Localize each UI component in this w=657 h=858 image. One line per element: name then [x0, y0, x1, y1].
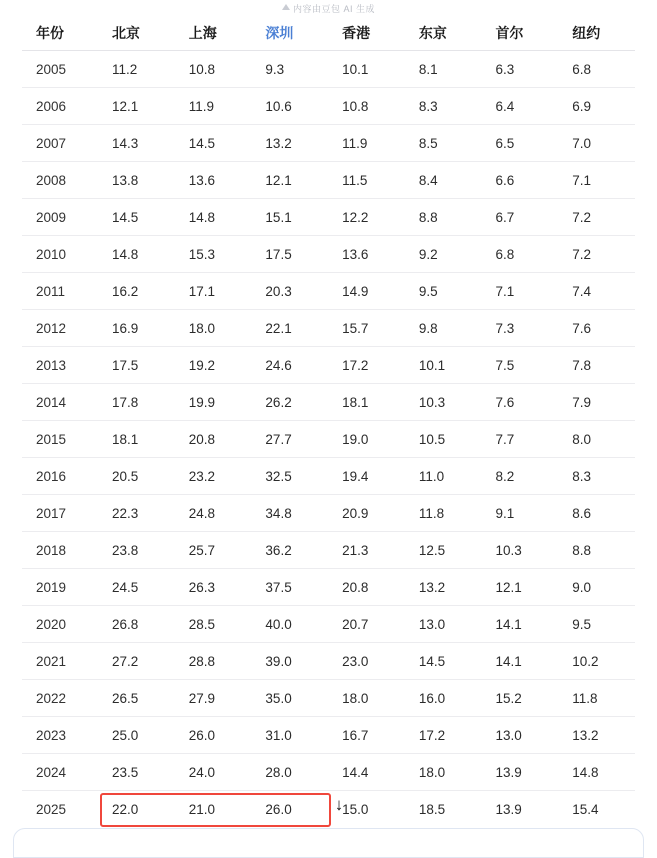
cell-newyork: 6.9 [558, 88, 635, 125]
cell-beijing: 17.8 [98, 384, 175, 421]
cell-shenzhen: 26.0 [265, 801, 292, 817]
cell-hongkong: 19.0 [328, 421, 405, 458]
cell-year: 2020 [22, 606, 98, 643]
table-row [22, 532, 635, 569]
cell-shanghai: 11.9 [175, 88, 252, 125]
cell-shanghai: 26.3 [175, 569, 252, 606]
cell-hongkong: 12.2 [328, 199, 405, 236]
cell-seoul: 6.7 [482, 199, 559, 236]
cell-newyork: 10.2 [558, 643, 635, 680]
cell-hongkong: 17.2 [328, 347, 405, 384]
cell-year: 2008 [22, 162, 98, 199]
cell-hongkong: 18.0 [328, 680, 405, 717]
cell-seoul: 7.6 [482, 384, 559, 421]
cell-hongkong: 16.7 [328, 717, 405, 754]
cell-year: 2013 [22, 347, 98, 384]
cell-tokyo: 10.5 [405, 421, 482, 458]
table-row [22, 199, 635, 236]
cell-hongkong: 11.5 [328, 162, 405, 199]
cell-shanghai: 23.2 [175, 458, 252, 495]
cell-year: 2015 [22, 421, 98, 458]
cell-newyork: 8.8 [558, 532, 635, 569]
cell-hongkong: 21.3 [328, 532, 405, 569]
cell-newyork: 11.8 [558, 680, 635, 717]
table-row [22, 495, 635, 532]
cell-year: 2018 [22, 532, 98, 569]
cell-shanghai: 26.0 [175, 717, 252, 754]
cell-tokyo: 9.2 [405, 236, 482, 273]
cell-hongkong: 23.0 [328, 643, 405, 680]
cell-beijing: 26.8 [98, 606, 175, 643]
cell-hongkong: 20.8 [328, 569, 405, 606]
cell-hongkong: 11.9 [328, 125, 405, 162]
data-table-container [22, 16, 635, 827]
table-header-row [22, 16, 635, 51]
cell-beijing: 12.1 [98, 88, 175, 125]
cell-hongkong: 13.6 [328, 236, 405, 273]
cell-newyork: 7.9 [558, 384, 635, 421]
cell-shenzhen: 28.0 [251, 754, 328, 791]
cell-beijing: 23.8 [98, 532, 175, 569]
cell-year: 2025 [36, 801, 67, 817]
cell-shanghai: 19.2 [175, 347, 252, 384]
cell-hongkong: 14.4 [328, 754, 405, 791]
cell-newyork: 7.4 [558, 273, 635, 310]
cell-beijing: 22.0 [112, 801, 139, 817]
cell-shenzhen: 26.2 [251, 384, 328, 421]
cell-newyork: 8.0 [558, 421, 635, 458]
cell-seoul: 6.3 [482, 51, 559, 88]
table-row [22, 384, 635, 421]
cell-tokyo: 10.1 [405, 347, 482, 384]
cell-seoul: 7.1 [482, 273, 559, 310]
cell-year: 2005 [22, 51, 98, 88]
cell-seoul: 6.6 [482, 162, 559, 199]
table-row [22, 458, 635, 495]
cell-seoul: 13.0 [482, 717, 559, 754]
cell-seoul: 7.7 [482, 421, 559, 458]
cell-seoul: 10.3 [482, 532, 559, 569]
table-body [22, 51, 635, 828]
table-row [22, 680, 635, 717]
cell-shanghai: 19.9 [175, 384, 252, 421]
cell-year: 2014 [22, 384, 98, 421]
cell-beijing: 13.8 [98, 162, 175, 199]
cell-shenzhen: 32.5 [251, 458, 328, 495]
cell-newyork: 7.2 [558, 199, 635, 236]
cell-tokyo: 18.0 [405, 754, 482, 791]
cell-shenzhen: 39.0 [251, 643, 328, 680]
cell-shanghai: 14.5 [175, 125, 252, 162]
cell-shenzhen: 13.2 [251, 125, 328, 162]
cell-newyork: 7.2 [558, 236, 635, 273]
cell-shanghai: 27.9 [175, 680, 252, 717]
cell-newyork: 9.0 [558, 569, 635, 606]
column-header-seoul: 首尔 [482, 16, 559, 51]
cell-seoul: 7.3 [482, 310, 559, 347]
cell-shenzhen: 15.1 [251, 199, 328, 236]
cell-newyork: 15.4 [572, 801, 599, 817]
cell-tokyo: 12.5 [405, 532, 482, 569]
cell-beijing: 25.0 [98, 717, 175, 754]
cell-shanghai: 24.8 [175, 495, 252, 532]
cell-shanghai: 14.8 [175, 199, 252, 236]
cell-newyork: 7.0 [558, 125, 635, 162]
cell-beijing: 17.5 [98, 347, 175, 384]
cell-seoul: 6.4 [482, 88, 559, 125]
cell-hongkong: 20.7 [328, 606, 405, 643]
column-header-shanghai: 上海 [175, 16, 252, 51]
table-row [22, 88, 635, 125]
cell-year: 2021 [22, 643, 98, 680]
table-row [22, 643, 635, 680]
cell-shanghai: 21.0 [188, 801, 215, 817]
table-row [22, 273, 635, 310]
down-arrow-cursor-icon: ↓ [334, 795, 344, 814]
cell-beijing: 14.8 [98, 236, 175, 273]
cell-beijing: 14.3 [98, 125, 175, 162]
cell-hongkong: 15.7 [328, 310, 405, 347]
table-row [22, 606, 635, 643]
cell-beijing: 20.5 [98, 458, 175, 495]
cell-shenzhen: 12.1 [251, 162, 328, 199]
cell-year: 2006 [22, 88, 98, 125]
cell-beijing: 14.5 [98, 199, 175, 236]
cell-shanghai: 13.6 [175, 162, 252, 199]
cell-shenzhen: 37.5 [251, 569, 328, 606]
cell-hongkong: 19.4 [328, 458, 405, 495]
cell-shenzhen: 40.0 [251, 606, 328, 643]
cell-tokyo: 17.2 [405, 717, 482, 754]
cell-seoul: 14.1 [482, 606, 559, 643]
cell-seoul: 13.9 [495, 801, 522, 817]
table-header [22, 16, 635, 51]
cell-tokyo: 8.1 [405, 51, 482, 88]
cell-year: 2023 [22, 717, 98, 754]
cell-seoul: 7.5 [482, 347, 559, 384]
cell-year: 2017 [22, 495, 98, 532]
cell-shanghai: 24.0 [175, 754, 252, 791]
cell-newyork: 9.5 [558, 606, 635, 643]
cell-shanghai: 25.7 [175, 532, 252, 569]
cell-shenzhen: 27.7 [251, 421, 328, 458]
bottom-panel [13, 828, 644, 858]
cell-shenzhen: 17.5 [251, 236, 328, 273]
cell-tokyo: 11.0 [405, 458, 482, 495]
cell-beijing: 23.5 [98, 754, 175, 791]
cell-beijing: 16.9 [98, 310, 175, 347]
column-header-newyork: 纽约 [558, 16, 635, 51]
cell-shenzhen: 22.1 [251, 310, 328, 347]
cell-tokyo: 13.0 [405, 606, 482, 643]
ai-generated-note [0, 0, 657, 16]
cell-tokyo: 10.3 [405, 384, 482, 421]
triangle-icon [282, 4, 290, 10]
ai-generated-note-text: 内容由豆包 AI 生成 [292, 3, 375, 14]
cell-newyork: 14.8 [558, 754, 635, 791]
cell-year: 2009 [22, 199, 98, 236]
cell-tokyo: 8.8 [405, 199, 482, 236]
column-header-year: 年份 [22, 16, 98, 51]
cell-beijing: 11.2 [98, 51, 175, 88]
cell-seoul: 13.9 [482, 754, 559, 791]
cell-newyork: 6.8 [558, 51, 635, 88]
table-row [22, 347, 635, 384]
cell-hongkong: 14.9 [328, 273, 405, 310]
cell-tokyo: 8.3 [405, 88, 482, 125]
cell-newyork: 7.6 [558, 310, 635, 347]
cell-shanghai: 28.8 [175, 643, 252, 680]
cell-shenzhen: 34.8 [251, 495, 328, 532]
cell-year: 2022 [22, 680, 98, 717]
column-header-hongkong: 香港 [328, 16, 405, 51]
cell-seoul: 14.1 [482, 643, 559, 680]
cell-shenzhen: 31.0 [251, 717, 328, 754]
cell-shanghai: 20.8 [175, 421, 252, 458]
cell-hongkong: 18.1 [328, 384, 405, 421]
cell-beijing: 22.3 [98, 495, 175, 532]
cell-year: 2007 [22, 125, 98, 162]
cell-shenzhen: 35.0 [251, 680, 328, 717]
table-row [22, 236, 635, 273]
column-header-beijing: 北京 [98, 16, 175, 51]
cell-tokyo: 13.2 [405, 569, 482, 606]
cell-shenzhen: 36.2 [251, 532, 328, 569]
cell-tokyo: 11.8 [405, 495, 482, 532]
cell-year: 2010 [22, 236, 98, 273]
cell-tokyo: 9.5 [405, 273, 482, 310]
cell-seoul: 12.1 [482, 569, 559, 606]
cell-seoul: 8.2 [482, 458, 559, 495]
cell-tokyo: 9.8 [405, 310, 482, 347]
cell-seoul: 15.2 [482, 680, 559, 717]
cell-hongkong: 15.0 [342, 801, 369, 817]
cell-newyork: 8.3 [558, 458, 635, 495]
cell-shenzhen: 10.6 [251, 88, 328, 125]
cell-beijing: 27.2 [98, 643, 175, 680]
cell-year: 2011 [22, 273, 98, 310]
cell-shanghai: 28.5 [175, 606, 252, 643]
cell-shanghai: 15.3 [175, 236, 252, 273]
cell-tokyo: 8.4 [405, 162, 482, 199]
cell-newyork: 7.8 [558, 347, 635, 384]
cell-newyork: 8.6 [558, 495, 635, 532]
cell-seoul: 6.5 [482, 125, 559, 162]
table-row [22, 754, 635, 791]
cell-tokyo: 18.5 [418, 801, 446, 817]
cell-beijing: 16.2 [98, 273, 175, 310]
table-row [22, 791, 635, 828]
cell-year: 2016 [22, 458, 98, 495]
cell-shenzhen: 9.3 [251, 51, 328, 88]
cell-shenzhen: 20.3 [251, 273, 328, 310]
cell-hongkong: 10.1 [328, 51, 405, 88]
cell-beijing: 18.1 [98, 421, 175, 458]
cell-shanghai: 10.8 [175, 51, 252, 88]
column-header-tokyo: 东京 [405, 16, 482, 51]
cell-newyork: 7.1 [558, 162, 635, 199]
cell-year: 2024 [22, 754, 98, 791]
cell-tokyo: 16.0 [405, 680, 482, 717]
cell-beijing: 26.5 [98, 680, 175, 717]
cell-seoul: 6.8 [482, 236, 559, 273]
cell-shanghai: 17.1 [175, 273, 252, 310]
table-row [22, 569, 635, 606]
cell-beijing: 24.5 [98, 569, 175, 606]
table-row [22, 310, 635, 347]
cell-shanghai: 18.0 [175, 310, 252, 347]
column-header-shenzhen: 深圳 [251, 16, 328, 51]
cell-year: 2012 [22, 310, 98, 347]
table-row [22, 125, 635, 162]
table-row [22, 51, 635, 88]
table-row [22, 421, 635, 458]
cell-year: 2019 [22, 569, 98, 606]
cell-seoul: 9.1 [482, 495, 559, 532]
cell-hongkong: 10.8 [328, 88, 405, 125]
table-row [22, 162, 635, 199]
cell-shenzhen: 24.6 [251, 347, 328, 384]
housing-price-table [22, 16, 635, 827]
cell-newyork: 13.2 [558, 717, 635, 754]
table-row [22, 717, 635, 754]
cell-hongkong: 20.9 [328, 495, 405, 532]
cell-tokyo: 8.5 [405, 125, 482, 162]
cell-tokyo: 14.5 [405, 643, 482, 680]
